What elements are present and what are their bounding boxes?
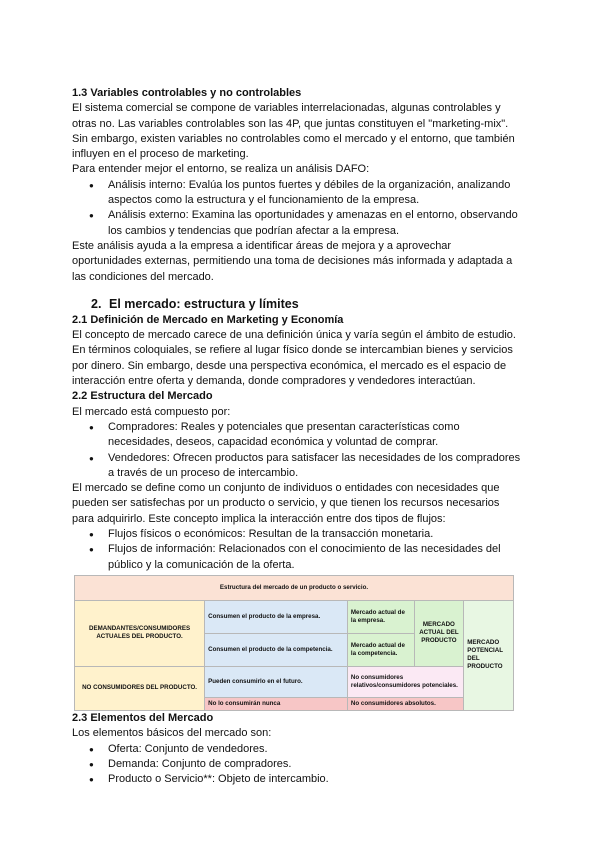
table-title: Estructura del mercado de un producto o servicio. [75, 575, 514, 600]
list-item: ● Análisis interno: Evalúa los puntos fuertes y débiles de la organización, analizando aspectos como la estructura y el funcionamiento de la empresa. [72, 178, 528, 209]
list-item: ● Análisis externo: Examina las oportunidades y amenazas en el entorno, observando los cambios y tendencias que podrían afectar a la empresa. [72, 208, 528, 239]
table-cell: No consumidores absolutos. [347, 697, 463, 710]
section-heading: 2.3 Elementos del Mercado [72, 711, 214, 724]
chapter-heading [72, 295, 528, 313]
text-line: influyen en el proceso de marketing. [72, 148, 249, 161]
text-line: Este análisis ayuda a la empresa a identificar áreas de mejora y a aprovechar [72, 239, 452, 252]
table-cell: Mercado actual de la competencia. [347, 633, 414, 666]
text-line: El mercado está compuesto por: [72, 405, 231, 418]
bullet-list [72, 742, 528, 788]
table-cell: Mercado actual de la empresa. [347, 600, 414, 633]
list-item: ● Producto o Servicio**: Objeto de intercambio. [72, 772, 528, 787]
text-line: Sin embargo, existen variables no controlables como el mercado y el entorno, que también [72, 132, 515, 145]
bullet-list [72, 527, 528, 573]
table-cell-mercado-actual: MERCADO ACTUAL DEL PRODUCTO [414, 600, 464, 666]
text-line: otras no. Las variables controlables son las 4P, que juntas constituyen el "marketing-mix". [72, 117, 509, 130]
paragraph [72, 239, 528, 285]
bullet-list [72, 420, 528, 481]
list-item: ● Flujos de información: Relacionados con el conocimiento de las necesidades del público y la comunicación de la oferta. [72, 542, 528, 573]
list-item: ● Flujos físicos o económicos: Resultan de la transacción monetaria. [72, 527, 528, 542]
chapter-title: El mercado: estructura y límites [109, 296, 299, 311]
market-structure-table [74, 575, 514, 711]
bullet-list [72, 178, 528, 239]
table-cell: No consumidores relativos/consumidores potenciales. [347, 666, 463, 697]
text-line: por dinero. Sin embargo, desde una perspectiva económica, el mercado es el espacio de [72, 359, 507, 372]
text-line: El concepto de mercado carece de una definición única y varía según el ámbito de estudio. [72, 329, 516, 342]
table-cell: No lo consumirán nunca [205, 697, 348, 710]
text-line: En términos coloquiales, se refiere al lugar físico donde se intercambian bienes y servicios [72, 344, 513, 357]
text-line: oportunidades externas, permitiendo una toma de decisiones más informada y adaptada a [72, 255, 513, 268]
section-heading: 1.3 Variables controlables y no controlables [72, 87, 302, 99]
list-item: ● Demanda: Conjunto de compradores. [72, 757, 528, 772]
section-heading: 2.1 Definición de Mercado en Marketing y Economía [72, 313, 344, 326]
table-cell-mercado-potencial: MERCADO POTENCIAL DEL PRODUCTO [464, 600, 514, 710]
text-line: pueden ser satisfechas por un producto o servicio, y que tienen los recursos necesarios [72, 497, 500, 510]
list-item: ● Oferta: Conjunto de vendedores. [72, 742, 528, 757]
text-line: para adquirirlo. Este concepto implica la interacción entre dos tipos de flujos: [72, 512, 446, 525]
paragraph [72, 328, 528, 389]
text-line: El mercado se define como un conjunto de individuos o entidades con necesidades que [72, 482, 500, 495]
table-cell: Consumen el producto de la empresa. [205, 600, 348, 633]
text-line: interacción entre oferta y demanda, donde compradores y vendedores interactúan. [72, 375, 476, 388]
text-line: Para entender mejor el entorno, se realiza un análisis DAFO: [72, 163, 370, 176]
table-cell: Pueden consumirlo en el futuro. [205, 666, 348, 697]
chapter-number: 2. [91, 296, 102, 311]
document-page [72, 86, 528, 787]
section-heading: 2.2 Estructura del Mercado [72, 390, 213, 403]
list-item: ● Vendedores: Ofrecen productos para satisfacer las necesidades de los compradores a través de un proceso de intercambio. [72, 451, 528, 482]
text-line: El sistema comercial se compone de variables interrelacionadas, algunas controlables y [72, 102, 501, 115]
text-line: Los elementos básicos del mercado son: [72, 727, 272, 740]
list-item: ● Compradores: Reales y potenciales que presentan características como necesidades, deseos, capacidad económica y voluntad de comprar. [72, 420, 528, 451]
paragraph [72, 101, 528, 177]
text-line: las condiciones del mercado. [72, 270, 214, 283]
table-cell-demandantes: DEMANDANTES/CONSUMIDORES ACTUALES DEL PRODUCTO. [75, 600, 205, 666]
paragraph [72, 481, 528, 527]
table-cell: Consumen el producto de la competencia. [205, 633, 348, 666]
table-cell-no-consumidores: NO CONSUMIDORES DEL PRODUCTO. [75, 666, 205, 710]
